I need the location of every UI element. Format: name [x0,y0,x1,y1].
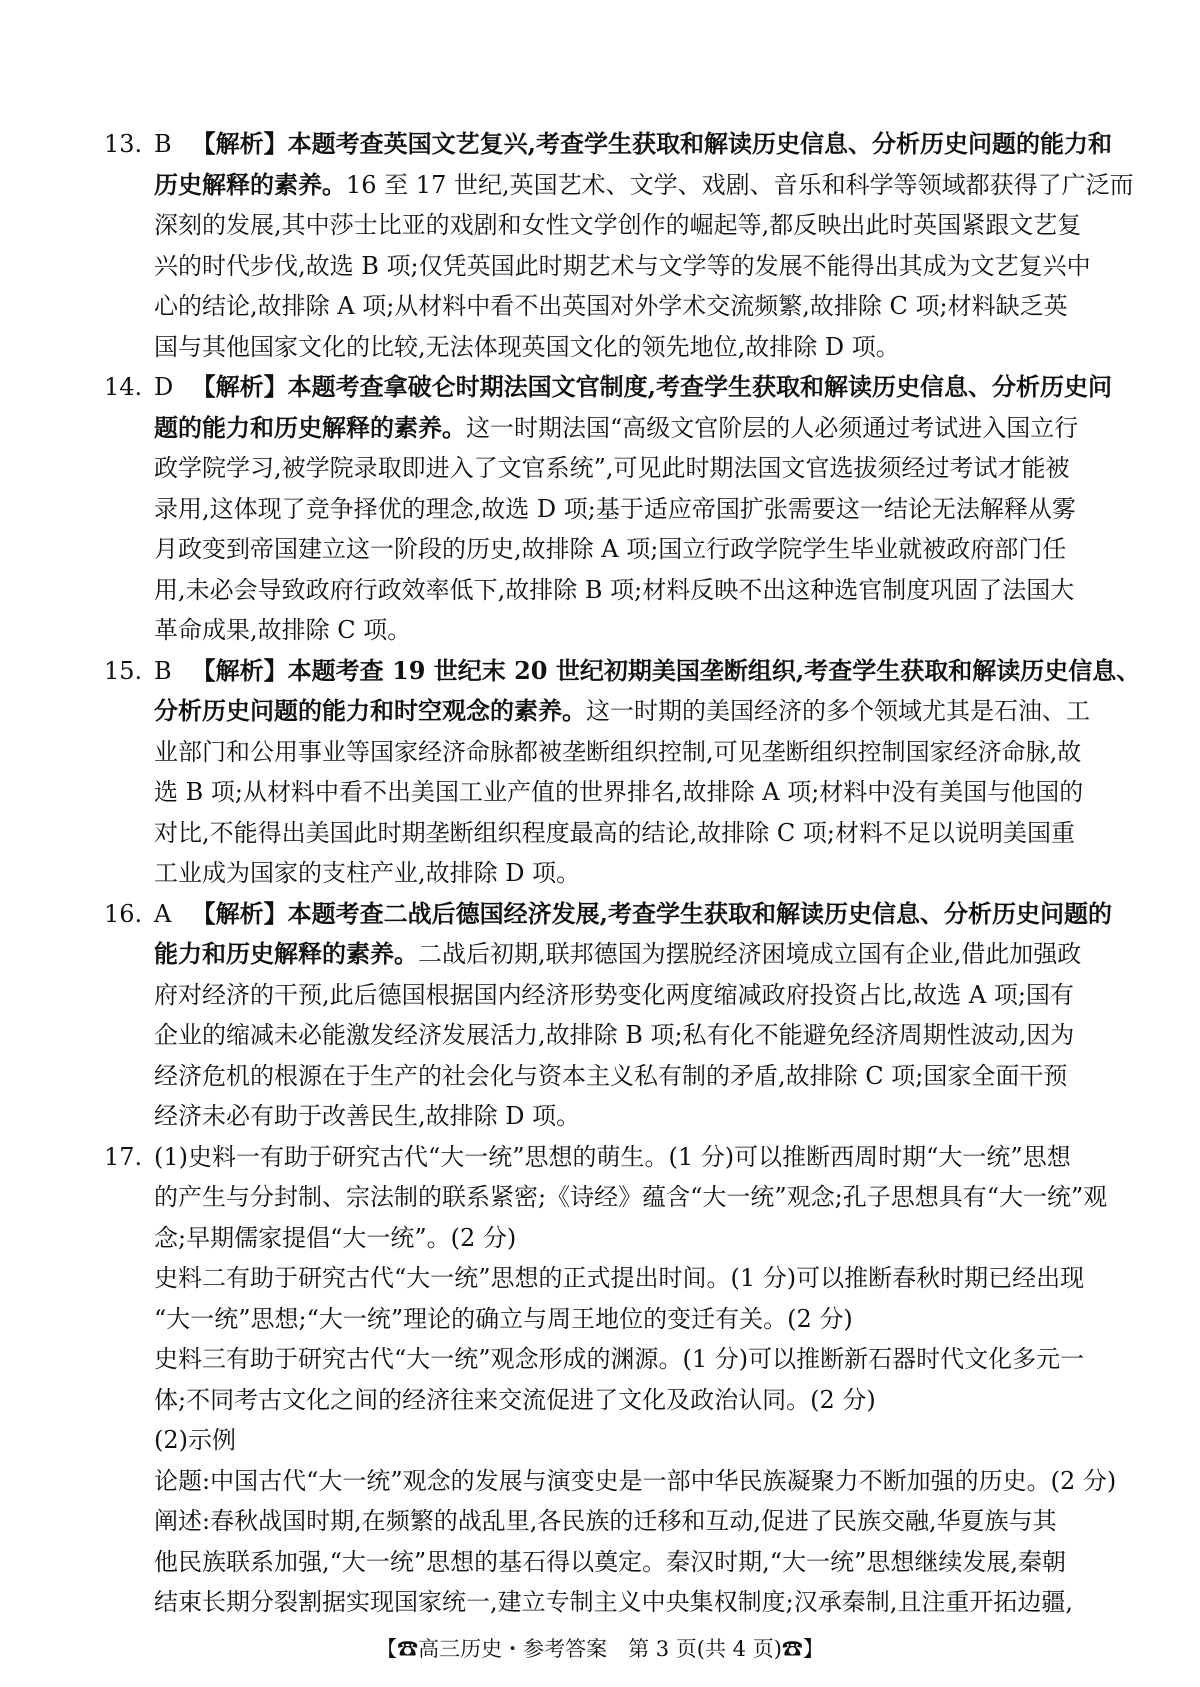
analysis-tag: 【解析】 [191,372,288,401]
text-line [154,1096,1094,1137]
body-text: 的产生与分封制、宗法制的联系紧密;《诗经》蕴含“大一统”观念;孔子思想具有“大一统”观 [154,1183,1108,1211]
footer-text: 【☎高三历史・参考答案 第 3 页(共 4 页)☎】 [376,1637,824,1661]
analysis-tag: 【解析】 [191,129,288,158]
text-line [154,813,1094,854]
text-line [154,1542,1094,1583]
text-line [154,1258,1094,1299]
question-number: 17. [104,1142,143,1171]
bold-text: 历史解释的素养。 [154,169,346,199]
body-text: 他民族联系加强,“大一统”思想的基石得以奠定。秦汉时期,“大一统”思想继续发展,秦朝 [154,1547,1066,1576]
body-text: 念;早期儒家提倡“大一统”。(2 分) [154,1223,517,1252]
body-text: “大一统”思想;“大一统”理论的确立与周王地位的变迁有关。(2 分) [154,1304,853,1333]
body-text: 录用,这体现了竞争择优的理念,故选 D 项;基于适应帝国扩张需要这一结论无法解释从雾 [154,494,1076,523]
body-text: 二战后初期,联邦德国为摆脱经济困境成立国有企业,借此加强政 [418,940,1082,968]
text-line [154,1177,1108,1218]
answer-letter: A [154,899,172,928]
question-13 [104,124,1134,367]
text-line [154,1501,1094,1542]
bold-text: 题的能力和历史解释的素养。 [154,412,466,442]
text-line [154,246,1094,287]
question-number: 16. [104,899,143,928]
body-text: 对比,不能得出美国此时期垄断组织程度最高的结论,故排除 C 项;材料不足以说明美国重 [154,818,1075,847]
body-text: 政学院学习,被学院录取即进入了文官系统”,可见此时期法国文官选拔须经过考试才能被 [154,454,1070,482]
text-line [154,1461,1117,1502]
body-text: 兴的时代步伐,故选 B 项;仅凭英国此时期艺术与文学等的发展不能得出其成为文艺复兴中 [154,251,1091,280]
body-text: 经济危机的根源在于生产的社会化与资本主义私有制的矛盾,故排除 C 项;国家全面干预 [154,1061,1068,1090]
text-line [154,691,1094,732]
question-14 [104,367,1112,651]
body-text: (1)史料一有助于研究古代“大一统”思想的萌生。(1 分)可以推断西周时期“大一统”思想 [154,1142,1071,1171]
text-line [154,1339,1094,1380]
text-line [154,1218,1094,1259]
answer-letter: D [154,373,174,401]
question-number: 14. [104,373,143,401]
text-line [154,1015,1094,1056]
answer-letter: B [154,130,172,158]
text-line [154,772,1094,813]
text-line [154,408,1094,449]
bold-text: 本题考查拿破仑时期法国文官制度,考查学生获取和解读历史信息、分析历史问 [287,372,1112,401]
body-text: 业部门和公用事业等国家经济命脉都被垄断组织控制,可见垄断组织控制国家经济命脉,故 [154,737,1082,766]
text-line [154,1420,1094,1461]
body-text: 史料三有助于研究古代“大一统”观念形成的渊源。(1 分)可以推断新石器时代文化多元一 [154,1345,1085,1373]
body-text: 革命成果,故排除 C 项。 [154,616,412,644]
body-text: 这一时期的美国经济的多个领域尤其是石油、工 [586,697,1090,725]
text-line [154,1380,1094,1421]
body-text: 用,未必会导致政府行政效率低下,故排除 B 项;材料反映不出这种选官制度巩固了法国大 [154,575,1075,604]
body-text: 16 至 17 世纪,英国艺术、文学、戏剧、音乐和科学等领域都获得了广泛而 [346,170,1134,199]
bold-text: 本题考查 19 世纪末 20 世纪初期美国垄断组织,考查学生获取和解读历史信息、 [287,655,1141,685]
body-text: 体;不同考古文化之间的经济往来交流促进了文化及政治认同。(2 分) [154,1385,876,1414]
body-text: 深刻的发展,其中莎士比亚的戏剧和女性文学创作的崛起等,都反映出此时英国紧跟文艺复 [154,211,1082,239]
body-text: 月政变到帝国建立这一阶段的历史,故排除 A 项;国立行政学院学生毕业就被政府部门任 [154,535,1067,563]
text-line [154,934,1094,975]
body-text: (2)示例 [154,1426,236,1454]
text-line [154,529,1094,570]
body-text: 阐述:春秋战国时期,在频繁的战乱里,各民族的迁移和互动,促进了民族交融,华夏族与其 [154,1507,1057,1535]
answer-document [104,124,1141,1623]
text-line [154,975,1094,1016]
body-text: 企业的缩减未必能激发经济发展活力,故排除 B 项;私有化不能避免经济周期性波动,因为 [154,1021,1075,1049]
text-line [154,205,1094,246]
text-line [154,448,1094,489]
text-line [154,1582,1094,1623]
body-text: 选 B 项;从材料中看不出美国工业产值的世界排名,故排除 A 项;材料中没有美国与他国的 [154,778,1084,806]
question-number: 13. [104,130,143,158]
text-line [154,570,1094,611]
question-15 [104,651,1141,894]
body-text: 工业成为国家的支柱产业,故排除 D 项。 [154,859,581,887]
text-line [154,327,1094,368]
page-footer [0,1633,1200,1663]
text-line [154,732,1094,773]
bold-text: 能力和历史解释的素养。 [154,939,418,968]
bold-text: 本题考查英国文艺复兴,考查学生获取和解读历史信息、分析历史问题的能力和 [287,129,1112,158]
body-text: 论题:中国古代“大一统”观念的发展与演变史是一部中华民族凝聚力不断加强的历史。(2 分) [154,1466,1117,1495]
question-16 [104,894,1112,1137]
question-17 [104,1137,1117,1623]
body-text: 经济未必有助于改善民生,故排除 D 项。 [154,1102,581,1130]
body-text: 国与其他国家文化的比较,无法体现英国文化的领先地位,故排除 D 项。 [154,332,900,361]
answer-letter: B [154,656,172,685]
question-number: 15. [104,656,143,685]
body-text: 心的结论,故排除 A 项;从材料中看不出英国对外学术交流频繁,故排除 C 项;材料缺乏英 [154,292,1068,320]
text-line [154,610,1094,651]
body-text: 史料二有助于研究古代“大一统”思想的正式提出时间。(1 分)可以推断春秋时期已经出现 [154,1264,1085,1292]
text-line [154,894,1112,935]
text-line [154,1056,1094,1097]
text-line [154,489,1094,530]
body-text: 这一时期法国“高级文官阶层的人必须通过考试进入国立行 [466,413,1079,442]
text-line [154,1137,1094,1178]
text-line [154,124,1112,165]
text-line [154,286,1094,327]
body-text: 结束长期分裂割据实现国家统一,建立专制主义中央集权制度;汉承秦制,且注重开拓边疆, [154,1588,1073,1616]
bold-text: 分析历史问题的能力和时空观念的素养。 [154,696,586,725]
text-line [154,853,1094,894]
body-text: 府对经济的干预,此后德国根据国内经济形势变化两度缩减政府投资占比,故选 A 项;国有 [154,980,1074,1009]
text-line [154,165,1134,206]
text-line [154,367,1112,408]
text-line [154,1299,1094,1340]
analysis-tag: 【解析】 [191,655,288,685]
analysis-tag: 【解析】 [191,898,288,928]
text-line [154,651,1141,692]
bold-text: 本题考查二战后德国经济发展,考查学生获取和解读历史信息、分析历史问题的 [287,898,1112,928]
